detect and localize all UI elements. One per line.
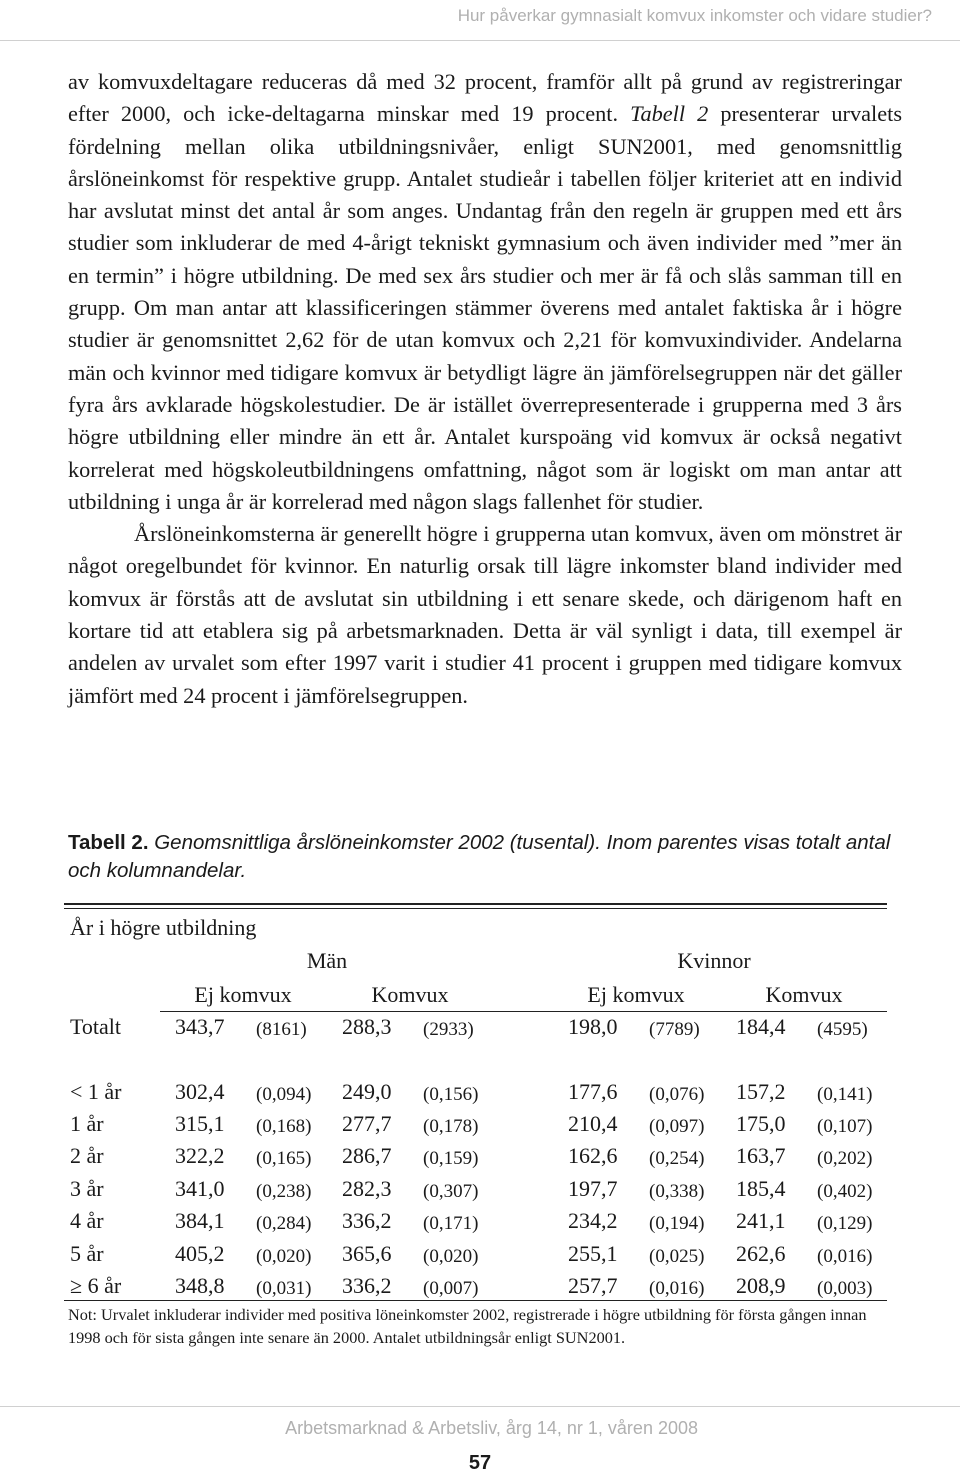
men-komvux-share: (0,020)	[423, 1246, 479, 1267]
women-komvux-share: (0,402)	[817, 1181, 873, 1202]
men-komvux-share: (0,007)	[423, 1278, 479, 1299]
women-ej-komvux-share: (7789)	[649, 1019, 700, 1040]
women-komvux-share: (0,016)	[817, 1246, 873, 1267]
men-komvux-share: (0,171)	[423, 1213, 479, 1234]
women-ej-komvux-income: 198,0	[568, 1014, 618, 1039]
men-ej-komvux-share: (0,284)	[256, 1213, 312, 1234]
women-komvux-share: (0,003)	[817, 1278, 873, 1299]
row-label: 2 år	[70, 1143, 104, 1168]
women-ej-komvux-income: 197,7	[568, 1176, 618, 1201]
row-label: Totalt	[70, 1014, 122, 1039]
p1-rest: presenterar urvalets fördelning mellan olika utbildningsnivåer, enligt SUN2001, med genomsnittlig årslöneinkomst för respektive grupp. Antalet studieår i tabellen följer kriteriet att en individ har avslutat minst det antal år som anges. Undantag från den regeln är gruppen med ett års studier som inkluderar de med 4-årigt tekniskt gymnasium och även individer med ”mer än en termin” i högre utbildning. De med sex års studier och mer är få och slås samman till en grupp. Om man antar att klassificeringen stämmer överens med antalet faktiska år i högre studier är genomsnittet 2,62 för de utan komvux och 2,21 för komvuxindivider. Andelarna män och kvinnor med tidigare komvux är betydligt lägre än jämförelsegruppen när det gäller fyra års avklarade högskolestudier. De är istället överrepresenterade i grupperna med 3 års högre utbildning eller mindre än ett år. Antalet kurspoäng vid komvux är också negativt korrelerat med högskoleutbildningens omfattning, något som är logiskt om man antar att utbildning i unga år är korrelerad med någon slags fallenhet för studier.	[68, 101, 902, 514]
women-ej-komvux-share: (0,194)	[649, 1213, 705, 1234]
women-komvux-share: (0,141)	[817, 1084, 873, 1105]
men-ej-komvux-income: 322,2	[175, 1143, 225, 1168]
women-komvux-share: (0,129)	[817, 1213, 873, 1234]
women-ej-komvux-income: 162,6	[568, 1143, 618, 1168]
women-ej-komvux-income: 177,6	[568, 1079, 618, 1104]
caption-label: Tabell 2.	[68, 831, 149, 854]
women-komvux-income: 262,6	[736, 1241, 786, 1266]
journal-footer: Arbetsmarknad & Arbetsliv, årg 14, nr 1, våren 2008	[285, 1418, 698, 1438]
header-rule	[0, 40, 960, 41]
row-label: < 1 år	[70, 1079, 122, 1104]
col-header-men-ej-komvux: Ej komvux	[194, 982, 292, 1007]
col-header-women-komvux: Komvux	[765, 982, 843, 1007]
men-ej-komvux-share: (0,168)	[256, 1116, 312, 1137]
women-komvux-share: (4595)	[817, 1019, 868, 1040]
col-header-men-komvux: Komvux	[371, 982, 449, 1007]
women-ej-komvux-income: 234,2	[568, 1208, 618, 1233]
women-ej-komvux-share: (0,025)	[649, 1246, 705, 1267]
women-ej-komvux-share: (0,016)	[649, 1278, 705, 1299]
men-ej-komvux-income: 341,0	[175, 1176, 225, 1201]
men-ej-komvux-income: 348,8	[175, 1273, 225, 1298]
women-ej-komvux-income: 210,4	[568, 1111, 618, 1136]
men-ej-komvux-share: (0,094)	[256, 1084, 312, 1105]
men-ej-komvux-share: (0,031)	[256, 1278, 312, 1299]
women-ej-komvux-share: (0,338)	[649, 1181, 705, 1202]
men-komvux-income: 365,6	[342, 1241, 392, 1266]
men-komvux-income: 249,0	[342, 1079, 392, 1104]
men-ej-komvux-income: 302,4	[175, 1079, 225, 1104]
women-komvux-income: 175,0	[736, 1111, 786, 1136]
men-ej-komvux-share: (8161)	[256, 1019, 307, 1040]
women-komvux-share: (0,107)	[817, 1116, 873, 1137]
men-komvux-income: 336,2	[342, 1208, 392, 1233]
men-komvux-share: (0,307)	[423, 1181, 479, 1202]
men-ej-komvux-share: (0,165)	[256, 1148, 312, 1169]
paragraph-1	[68, 66, 902, 518]
women-ej-komvux-income: 257,7	[568, 1273, 618, 1298]
men-komvux-share: (0,156)	[423, 1084, 479, 1105]
women-komvux-income: 184,4	[736, 1014, 786, 1039]
men-ej-komvux-income: 405,2	[175, 1241, 225, 1266]
women-ej-komvux-income: 255,1	[568, 1241, 618, 1266]
women-komvux-income: 185,4	[736, 1176, 786, 1201]
row-label: 3 år	[70, 1176, 104, 1201]
women-komvux-income: 241,1	[736, 1208, 786, 1233]
men-komvux-share: (0,178)	[423, 1116, 479, 1137]
table-caption	[68, 829, 902, 885]
men-ej-komvux-share: (0,020)	[256, 1246, 312, 1267]
table-bottom-rule	[64, 1300, 887, 1301]
caption-text: Genomsnittliga årslöneinkomster 2002 (tusental). Inom parentes visas totalt antal och kolumnandelar.	[68, 831, 891, 882]
table-top-rule-thin	[64, 908, 887, 909]
men-ej-komvux-income: 343,7	[175, 1014, 225, 1039]
row-label: 4 år	[70, 1208, 104, 1233]
women-komvux-share: (0,202)	[817, 1148, 873, 1169]
footer-rule	[0, 1406, 960, 1407]
running-header: Hur påverkar gymnasialt komvux inkomster och vidare studier?	[457, 6, 932, 25]
men-komvux-income: 282,3	[342, 1176, 392, 1201]
page-number: 57	[468, 1452, 492, 1474]
men-komvux-income: 336,2	[342, 1273, 392, 1298]
men-komvux-income: 288,3	[342, 1014, 392, 1039]
body-text	[68, 66, 902, 712]
group-header-men: Män	[306, 948, 348, 973]
women-komvux-income: 208,9	[736, 1273, 786, 1298]
men-komvux-income: 277,7	[342, 1111, 392, 1136]
women-ej-komvux-share: (0,254)	[649, 1148, 705, 1169]
women-ej-komvux-share: (0,076)	[649, 1084, 705, 1105]
row-label: ≥ 6 år	[70, 1273, 122, 1298]
men-komvux-share: (2933)	[423, 1019, 474, 1040]
men-ej-komvux-share: (0,238)	[256, 1181, 312, 1202]
women-ej-komvux-share: (0,097)	[649, 1116, 705, 1137]
row-label: 1 år	[70, 1111, 104, 1136]
tabell-reference: Tabell 2	[630, 101, 709, 127]
table-subheader-rule	[160, 1011, 887, 1012]
men-ej-komvux-income: 384,1	[175, 1208, 225, 1233]
men-ej-komvux-income: 315,1	[175, 1111, 225, 1136]
men-komvux-income: 286,7	[342, 1143, 392, 1168]
table-top-rule	[64, 903, 887, 905]
men-komvux-share: (0,159)	[423, 1148, 479, 1169]
group-header-women: Kvinnor	[677, 948, 751, 973]
col-header-women-ej-komvux: Ej komvux	[587, 982, 685, 1007]
p1-start: av komvuxdeltagare reduceras då med 32 procent, framför allt på grund av registreringar efter 2000, och icke-deltagarna minskar med 19 procent.	[68, 69, 902, 127]
row-label: 5 år	[70, 1241, 104, 1266]
table-note: Not: Urvalet inkluderar individer med positiva löneinkomster 2002, registrerade i högre utbildning för första gången innan 1998 och för sista gången inte senare än 2000. Antalet utbildningsår enligt SUN2001.	[68, 1305, 867, 1347]
women-komvux-income: 157,2	[736, 1079, 786, 1104]
paragraph-2: Årslöneinkomsterna är generellt högre i grupperna utan komvux, även om mönstret är något oregelbundet för kvinnor. En naturlig orsak till lägre inkomster bland individer med komvux är förstås att de avslutat sin utbildning i ett senare skede, och därigenom haft en kortare tid att etablera sig på arbetsmarknaden. Detta är väl synligt i data, till exempel är andelen av urvalet som efter 1997 varit i studier 41 procent i gruppen med tidigare komvux jämfört med 24 procent i jämförelsegruppen.	[68, 521, 902, 708]
women-komvux-income: 163,7	[736, 1143, 786, 1168]
table-title: År i högre utbildning	[70, 915, 257, 940]
